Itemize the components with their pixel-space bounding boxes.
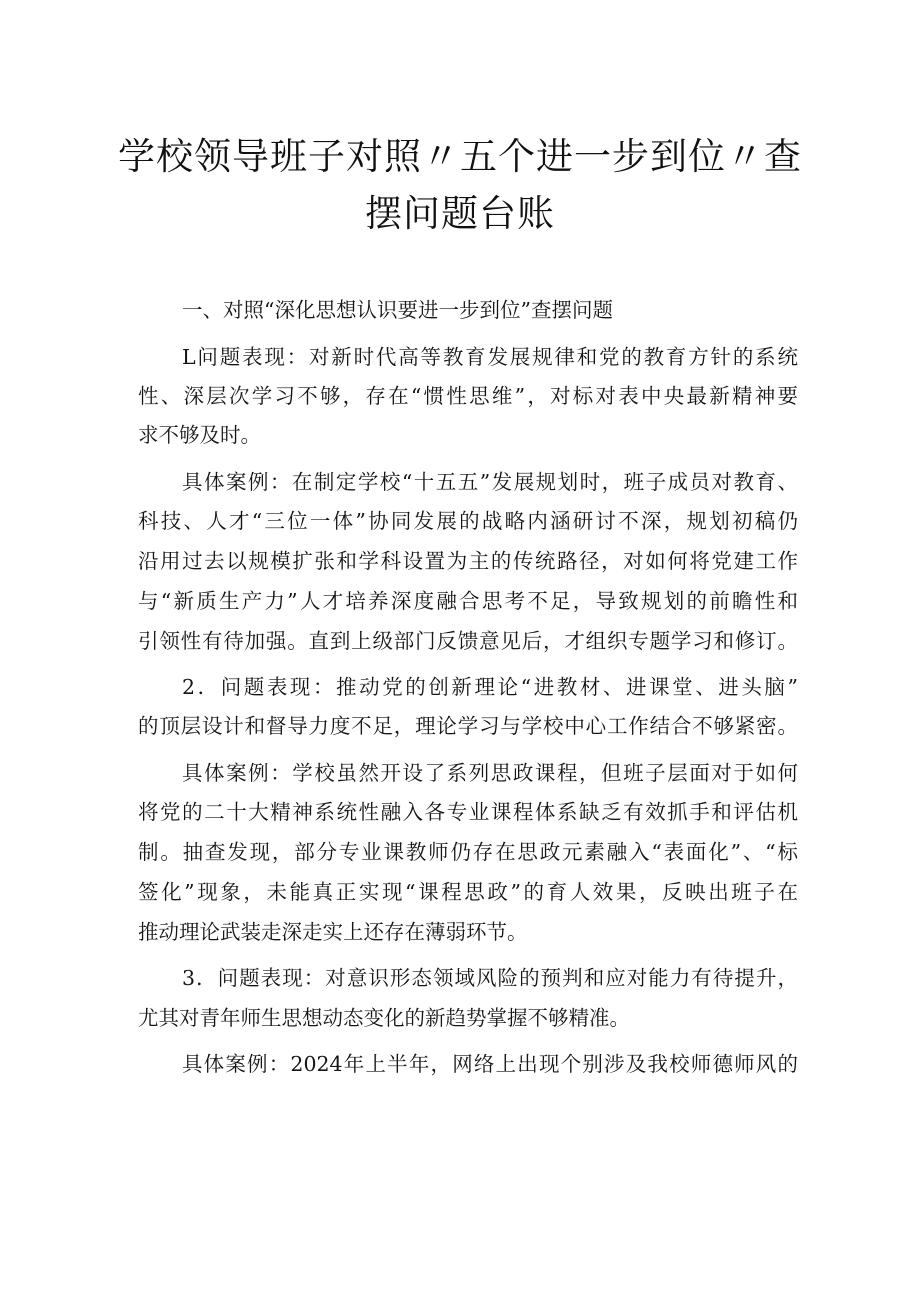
paragraph-line: 将党的二十大精神系统性融入各专业课程体系缺乏有效抓手和评估机	[138, 800, 798, 824]
paragraph-line: 的顶层设计和督导力度不足，理论学习与学校中心工作结合不够紧密。	[138, 714, 798, 738]
document-title-line-2: 摆问题台账	[365, 192, 555, 235]
paragraph-line: 推动理论武装走深走实上还存在薄弱环节。	[138, 920, 528, 944]
paragraph-line: 引领性有待加强。直到上级部门反馈意见后，才组织专题学习和修订。	[138, 629, 798, 653]
paragraph-line: 与“新质生产力”人才培养深度融合思考不足，导致规划的前瞻性和	[138, 589, 798, 613]
document-title-line-1: 学校领导班子对照〃五个进一步到位〃查	[118, 135, 802, 178]
paragraph-line: 具体案例：学校虽然开设了系列思政课程，但班子层面对于如何	[182, 761, 798, 785]
paragraph-line: 科技、人才“三位一体”协同发展的战略内涵研讨不深，规划初稿仍	[138, 509, 798, 533]
paragraph-line: 沿用过去以规模扩张和学科设置为主的传统路径，对如何将党建工作	[138, 549, 798, 573]
paragraph-line: 签化”现象，未能真正实现“课程思政”的育人效果，反映出班子在	[138, 880, 798, 904]
paragraph-line: L问题表现：对新时代高等教育发展规律和党的教育方针的系统	[182, 345, 798, 369]
paragraph-line: 尤其对青年师生思想动态变化的新趋势掌握不够精准。	[138, 1006, 630, 1030]
paragraph-line: 求不够及时。	[138, 423, 261, 447]
section-heading: 一、对照“深化思想认识要进一步到位”查摆问题	[182, 298, 613, 322]
paragraph-line: 具体案例：在制定学校“十五五”发展规划时，班子成员对教育、	[182, 470, 798, 494]
paragraph-line: 3．问题表现：对意识形态领域风险的预判和应对能力有待提升，	[182, 966, 798, 990]
paragraph-line: 制。抽查发现，部分专业课教师仍存在思政元素融入“表面化”、“标	[138, 840, 798, 864]
paragraph-line: 性、深层次学习不够，存在“惯性思维”，对标对表中央最新精神要	[138, 384, 798, 408]
paragraph-line: 2．问题表现：推动党的创新理论“进教材、进课堂、进头脑”	[182, 675, 798, 699]
paragraph-line: 具体案例：2024年上半年，网络上出现个别涉及我校师德师风的	[182, 1052, 798, 1076]
